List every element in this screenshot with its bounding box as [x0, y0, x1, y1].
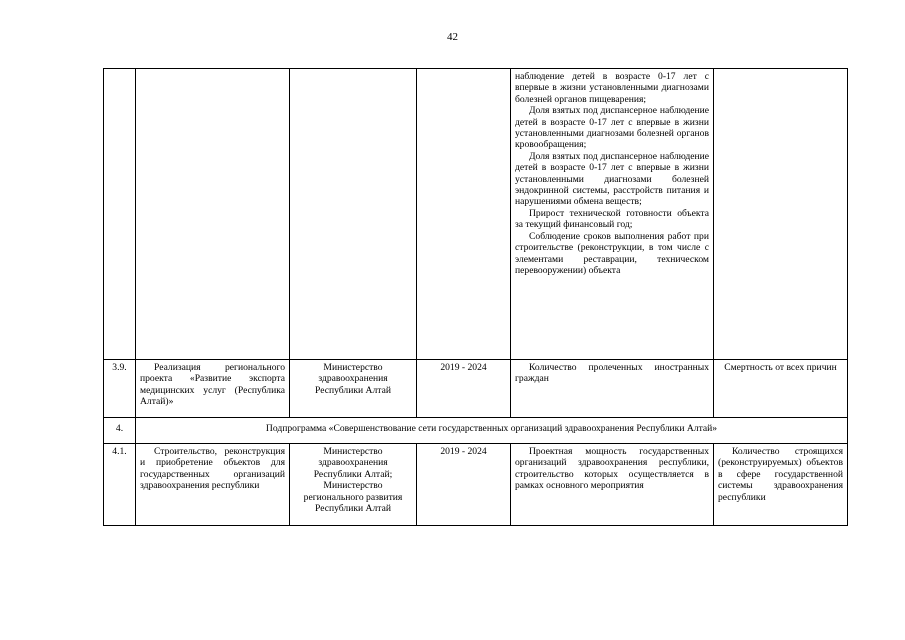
indicator: Количество пролеченных иностранных граждан: [511, 360, 714, 418]
table-row-4-1: [104, 444, 848, 526]
cell-target-empty: [714, 69, 848, 360]
period: 2019 - 2024: [417, 444, 511, 526]
event-name: Строительство, реконструкция и приобретение объектов для государственных организаций здравоохранения республики: [136, 444, 290, 526]
table-row-3-9: [104, 360, 848, 418]
indicator-text: наблюдение детей в возрасте 0-17 лет с впервые в жизни установленными диагнозами болезней органов пищеварения;: [515, 71, 709, 105]
target-indicator: Смертность от всех причин: [714, 360, 848, 418]
subprogram-title: Подпрограмма «Совершенствование сети государственных организаций здравоохранения Республики Алтай»: [136, 418, 848, 444]
event-name: Реализация регионального проекта «Развитие экспорта медицинских услуг (Республика Алтай)»: [136, 360, 290, 418]
executor: Министерство здравоохранения Республики Алтай: [290, 360, 417, 418]
cell-executor-empty: [290, 69, 417, 360]
indicator-text: Доля взятых под диспансерное наблюдение детей в возрасте 0-17 лет с впервые в жизни установленными диагнозами болезней органов кровообращения;: [515, 105, 709, 151]
page-number: 42: [447, 31, 458, 43]
indicator: Проектная мощность государственных организаций здравоохранения республики, строительство которых осуществляется в рамках основного мероприятия: [511, 444, 714, 526]
period: 2019 - 2024: [417, 360, 511, 418]
table-row-subprogram: [104, 418, 848, 444]
indicator-text: Прирост технической готовности объекта за текущий финансовый год;: [515, 207, 709, 231]
target-indicator: Количество строящихся (реконструируемых) объектов в сфере государственной системы здравоохранения республики: [714, 444, 848, 526]
executor: Министерство здравоохранения Республики Алтай; Министерство регионального развития Республики Алтай: [290, 444, 417, 526]
row-number: 4.: [104, 418, 136, 444]
cell-period-empty: [417, 69, 511, 360]
row-number: 3.9.: [104, 360, 136, 418]
cell-indicators: [511, 69, 714, 360]
row-number: 4.1.: [104, 444, 136, 526]
indicator-text: Соблюдение сроков выполнения работ при строительстве (реконструкции, в том числе с элементами реставрации, техническом перевооружении) объекта: [515, 230, 709, 276]
indicator-text: Доля взятых под диспансерное наблюдение детей в возрасте 0-17 лет с впервые в жизни установленными диагнозами болезней эндокринной системы, расстройств питания и нарушениями обмена веществ;: [515, 150, 709, 208]
table-row-continuation: [104, 69, 848, 360]
program-table: [103, 68, 848, 526]
cell-num-empty: [104, 69, 136, 360]
cell-name-empty: [136, 69, 290, 360]
